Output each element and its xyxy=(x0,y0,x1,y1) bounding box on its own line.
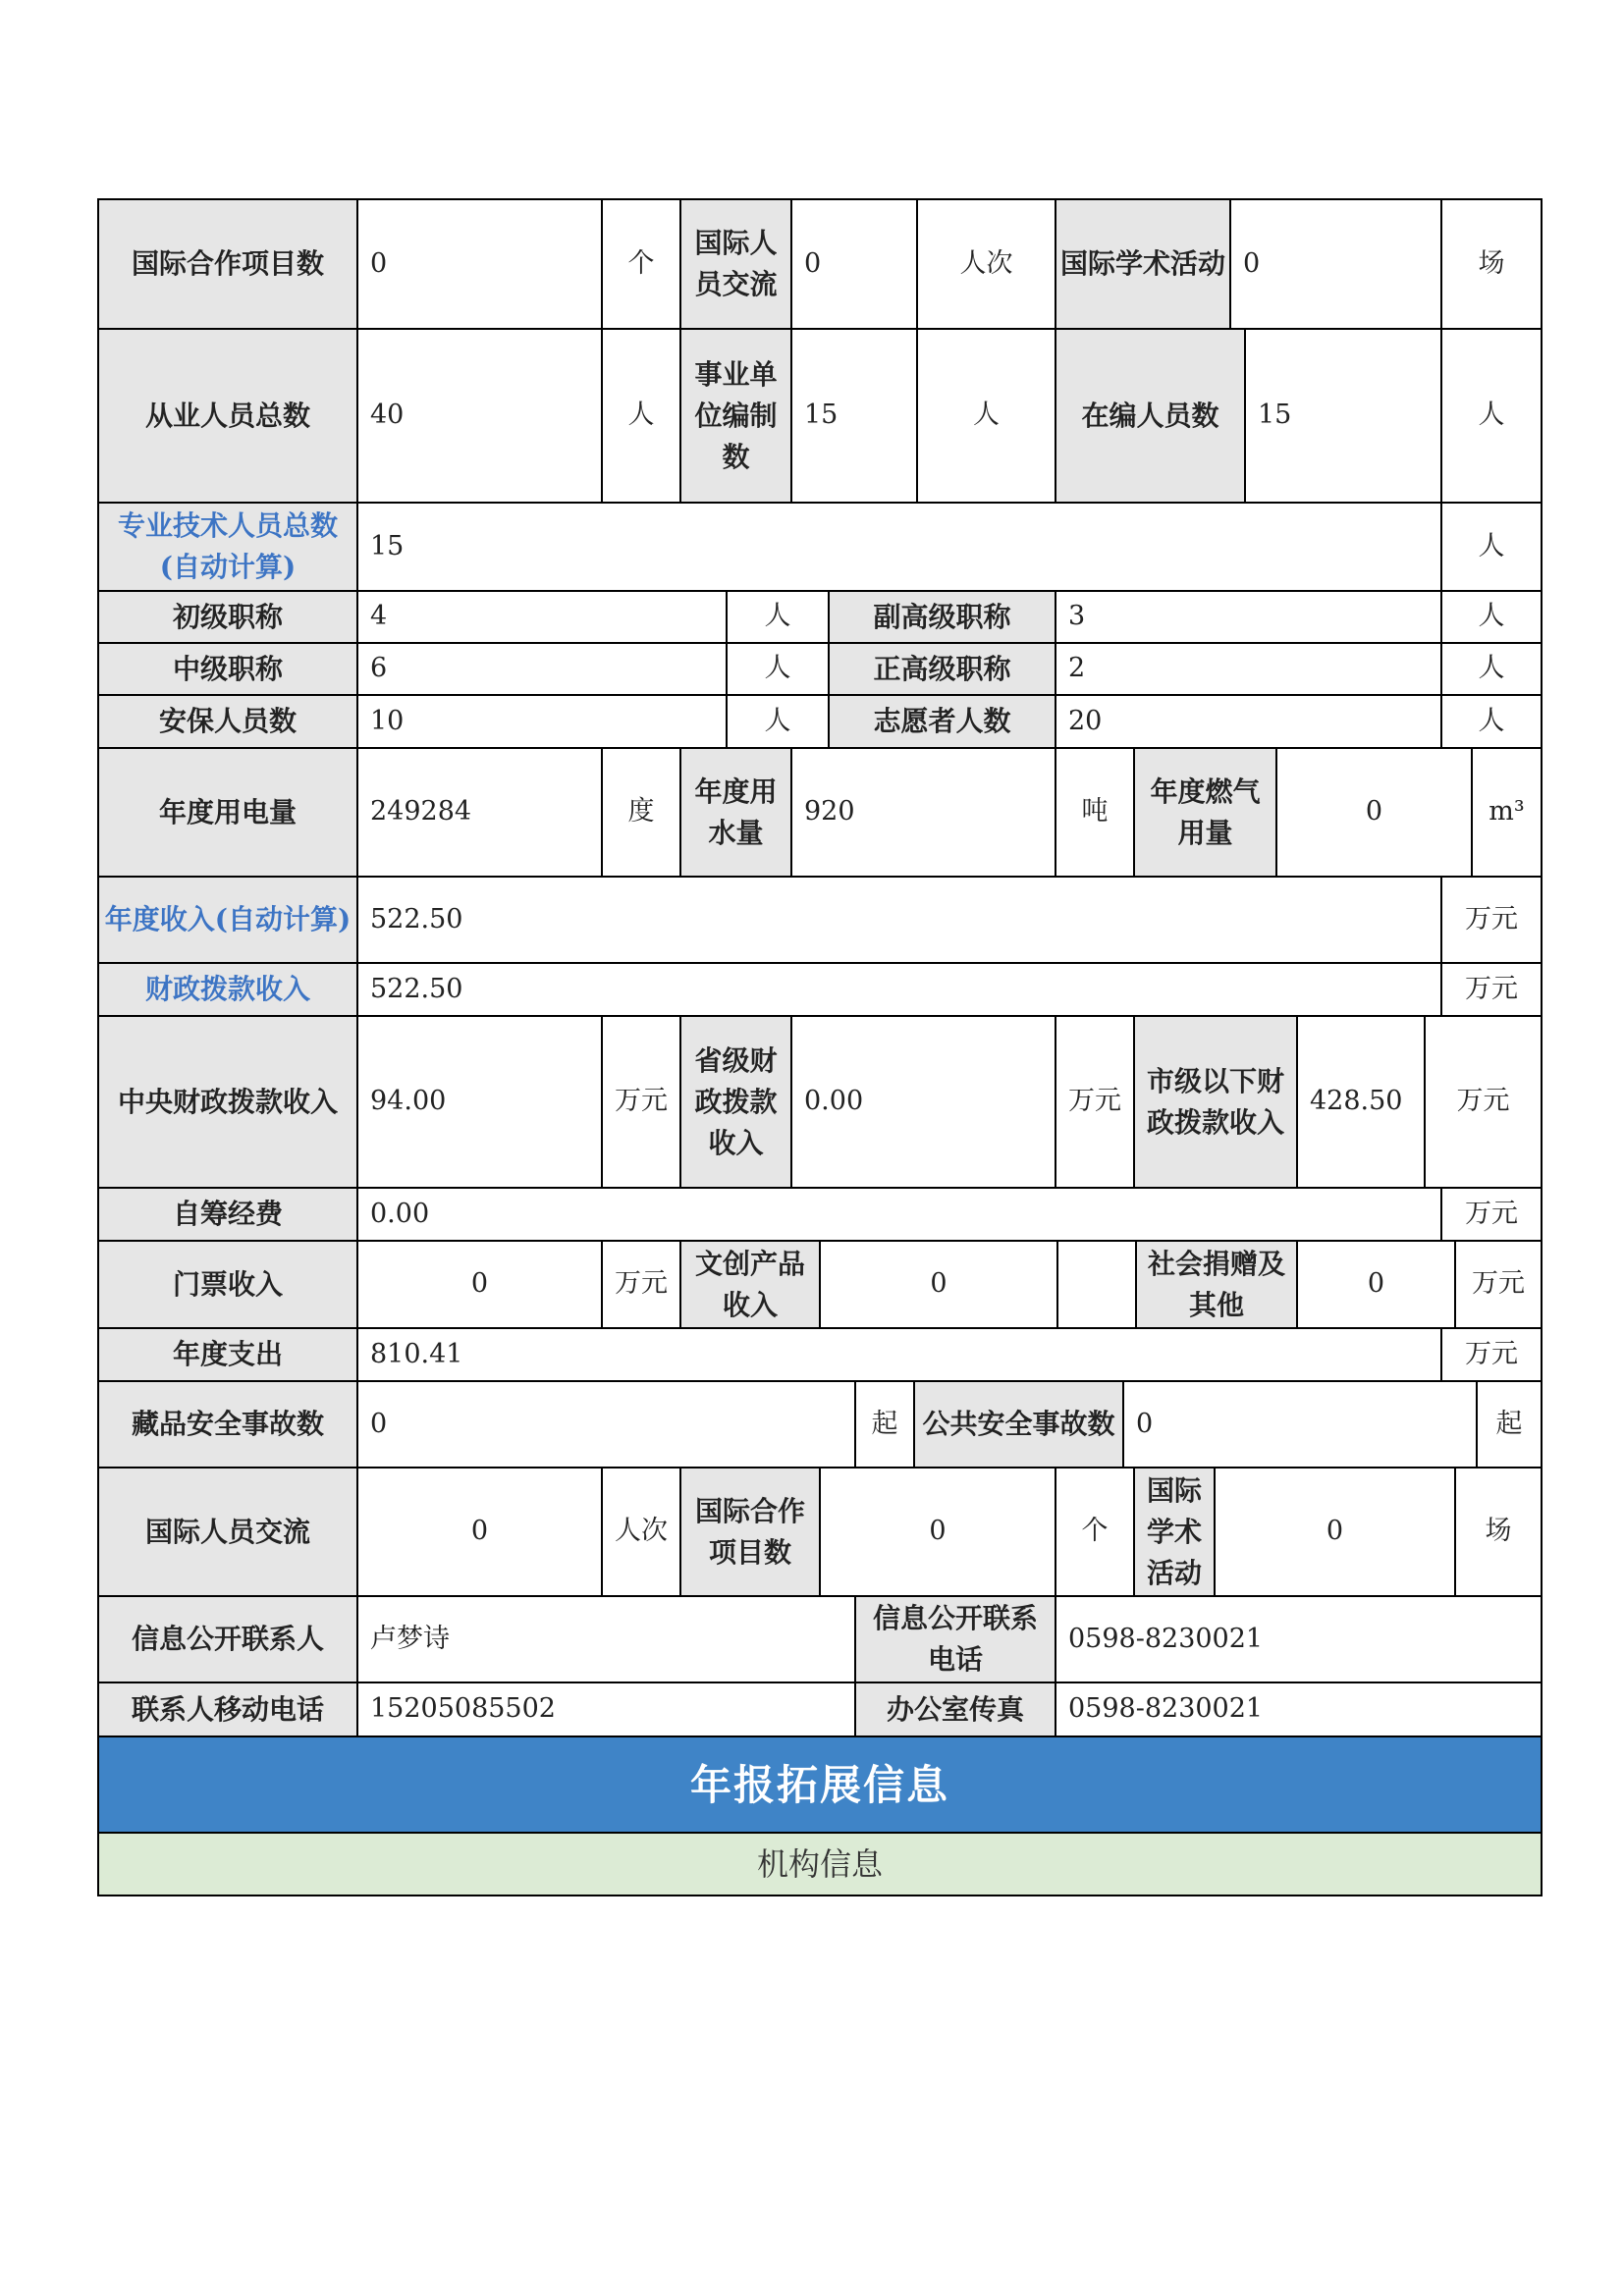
value-intermediate-title: 6 xyxy=(356,642,728,696)
value-municipal-fiscal: 428.50 xyxy=(1296,1015,1426,1189)
unit-ticket-income: 万元 xyxy=(601,1240,681,1329)
unit-water-use: 吨 xyxy=(1055,747,1135,878)
value-intl-academic-activities-2: 0 xyxy=(1214,1467,1456,1597)
value-electricity-use: 249284 xyxy=(356,747,603,878)
value-self-raised-funds: 0.00 xyxy=(356,1187,1442,1242)
label-staff-on-payroll: 在编人员数 xyxy=(1055,328,1246,504)
unit-collection-incidents: 起 xyxy=(854,1380,915,1468)
value-staff-on-payroll: 15 xyxy=(1244,328,1442,504)
label-info-contact-phone: 信息公开联系电话 xyxy=(854,1595,1056,1683)
unit-junior-title: 人 xyxy=(726,590,830,644)
value-info-contact-person: 卢梦诗 xyxy=(356,1595,856,1683)
label-office-fax: 办公室传真 xyxy=(854,1682,1056,1737)
label-senior-title: 正高级职称 xyxy=(828,642,1056,696)
unit-central-fiscal: 万元 xyxy=(601,1015,681,1189)
unit-intermediate-title: 人 xyxy=(726,642,830,696)
unit-intl-coop-projects: 个 xyxy=(601,198,681,330)
unit-intl-academic-activities: 场 xyxy=(1440,198,1543,330)
value-donations-other: 0 xyxy=(1296,1240,1456,1329)
value-ticket-income: 0 xyxy=(356,1240,603,1329)
label-intl-personnel-exchange-2: 国际人员交流 xyxy=(97,1467,358,1597)
label-junior-title: 初级职称 xyxy=(97,590,358,644)
unit-fiscal-appropriation: 万元 xyxy=(1440,962,1543,1017)
value-total-staff: 40 xyxy=(356,328,603,504)
label-fiscal-appropriation: 财政拨款收入 xyxy=(97,962,358,1017)
annual-report-extension-banner: 年报拓展信息 xyxy=(97,1735,1543,1834)
value-volunteers: 20 xyxy=(1055,694,1442,749)
value-security-staff: 10 xyxy=(356,694,728,749)
label-public-safety-incidents: 公共安全事故数 xyxy=(913,1380,1124,1468)
unit-establishment-quota: 人 xyxy=(916,328,1056,504)
unit-volunteers: 人 xyxy=(1440,694,1543,749)
value-intl-coop-projects-2: 0 xyxy=(819,1467,1056,1597)
label-volunteers: 志愿者人数 xyxy=(828,694,1056,749)
label-provincial-fiscal: 省级财政拨款收入 xyxy=(679,1015,792,1189)
value-office-fax: 0598-8230021 xyxy=(1055,1682,1543,1737)
label-annual-expenditure: 年度支出 xyxy=(97,1327,358,1382)
value-establishment-quota: 15 xyxy=(790,328,918,504)
label-collection-incidents: 藏品安全事故数 xyxy=(97,1380,358,1468)
label-ticket-income: 门票收入 xyxy=(97,1240,358,1329)
value-senior-title: 2 xyxy=(1055,642,1442,696)
unit-cultural-products-income xyxy=(1056,1240,1137,1329)
value-intl-academic-activities: 0 xyxy=(1229,198,1442,330)
value-info-contact-phone: 0598-8230021 xyxy=(1055,1595,1543,1683)
label-cultural-products-income: 文创产品收入 xyxy=(679,1240,821,1329)
value-associate-senior-title: 3 xyxy=(1055,590,1442,644)
label-water-use: 年度用水量 xyxy=(679,747,792,878)
unit-self-raised-funds: 万元 xyxy=(1440,1187,1543,1242)
label-intl-coop-projects: 国际合作项目数 xyxy=(97,198,358,330)
label-contact-mobile: 联系人移动电话 xyxy=(97,1682,358,1737)
unit-senior-title: 人 xyxy=(1440,642,1543,696)
unit-total-staff: 人 xyxy=(601,328,681,504)
label-associate-senior-title: 副高级职称 xyxy=(828,590,1056,644)
value-professional-staff: 15 xyxy=(356,502,1442,592)
value-provincial-fiscal: 0.00 xyxy=(790,1015,1056,1189)
value-contact-mobile: 15205085502 xyxy=(356,1682,856,1737)
value-gas-use: 0 xyxy=(1275,747,1473,878)
unit-intl-academic-activities-2: 场 xyxy=(1454,1467,1543,1597)
unit-intl-coop-projects-2: 个 xyxy=(1055,1467,1135,1597)
label-intl-coop-projects-2: 国际合作项目数 xyxy=(679,1467,821,1597)
unit-electricity-use: 度 xyxy=(601,747,681,878)
unit-associate-senior-title: 人 xyxy=(1440,590,1543,644)
unit-intl-personnel-exchange-2: 人次 xyxy=(601,1467,681,1597)
label-central-fiscal: 中央财政拨款收入 xyxy=(97,1015,358,1189)
value-water-use: 920 xyxy=(790,747,1056,878)
label-intl-academic-activities-2: 国际学术活动 xyxy=(1133,1467,1216,1597)
unit-donations-other: 万元 xyxy=(1454,1240,1543,1329)
label-professional-staff-auto: 专业技术人员总数(自动计算) xyxy=(97,502,358,592)
value-fiscal-appropriation: 522.50 xyxy=(356,962,1442,1017)
value-junior-title: 4 xyxy=(356,590,728,644)
label-annual-income-auto: 年度收入(自动计算) xyxy=(97,876,358,964)
value-annual-income: 522.50 xyxy=(356,876,1442,964)
unit-municipal-fiscal: 万元 xyxy=(1424,1015,1543,1189)
label-establishment-quota: 事业单位编制数 xyxy=(679,328,792,504)
label-gas-use: 年度燃气用量 xyxy=(1133,747,1277,878)
label-info-contact-person: 信息公开联系人 xyxy=(97,1595,358,1683)
label-donations-other: 社会捐赠及其他 xyxy=(1135,1240,1298,1329)
unit-provincial-fiscal: 万元 xyxy=(1055,1015,1135,1189)
value-public-safety-incidents: 0 xyxy=(1122,1380,1478,1468)
label-intermediate-title: 中级职称 xyxy=(97,642,358,696)
value-cultural-products-income: 0 xyxy=(819,1240,1058,1329)
value-central-fiscal: 94.00 xyxy=(356,1015,603,1189)
label-security-staff: 安保人员数 xyxy=(97,694,358,749)
value-annual-expenditure: 810.41 xyxy=(356,1327,1442,1382)
unit-public-safety-incidents: 起 xyxy=(1476,1380,1543,1468)
value-intl-coop-projects: 0 xyxy=(356,198,603,330)
label-intl-personnel-exchange: 国际人员交流 xyxy=(679,198,792,330)
institution-info-header: 机构信息 xyxy=(97,1832,1543,1896)
value-intl-personnel-exchange: 0 xyxy=(790,198,918,330)
label-electricity-use: 年度用电量 xyxy=(97,747,358,878)
unit-gas-use: m³ xyxy=(1471,747,1543,878)
unit-security-staff: 人 xyxy=(726,694,830,749)
unit-professional-staff: 人 xyxy=(1440,502,1543,592)
label-self-raised-funds: 自筹经费 xyxy=(97,1187,358,1242)
value-collection-incidents: 0 xyxy=(356,1380,856,1468)
label-municipal-fiscal: 市级以下财政拨款收入 xyxy=(1133,1015,1298,1189)
unit-annual-income: 万元 xyxy=(1440,876,1543,964)
unit-annual-expenditure: 万元 xyxy=(1440,1327,1543,1382)
unit-staff-on-payroll: 人 xyxy=(1440,328,1543,504)
label-total-staff: 从业人员总数 xyxy=(97,328,358,504)
label-intl-academic-activities: 国际学术活动 xyxy=(1055,198,1231,330)
value-intl-personnel-exchange-2: 0 xyxy=(356,1467,603,1597)
unit-intl-personnel-exchange: 人次 xyxy=(916,198,1056,330)
